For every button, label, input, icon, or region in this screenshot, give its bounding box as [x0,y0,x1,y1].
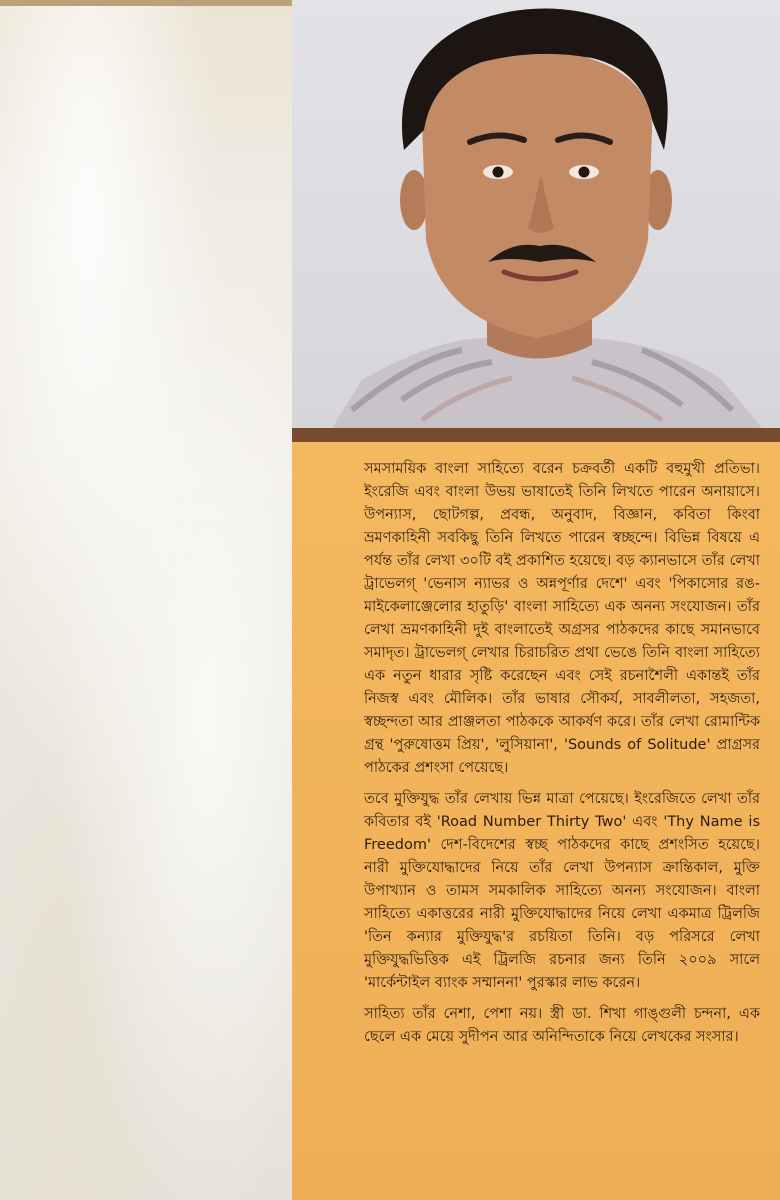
bio-paragraph-1: সমসাময়িক বাংলা সাহিত্যে বরেন চক্রবর্তী একটি বহুমুখী প্রতিভা। ইংরেজি এবং বাংলা উভয় ভাষাতেই তিনি লিখতে পারেন অনায়াসে। উপন্যাস, ছোটগল্প, প্রবন্ধ, অনুবাদ, বিজ্ঞান, কবিতা কিংবা ভ্রমণকাহিনী সবকিছু তিনি লিখতে পারেন স্বচ্ছন্দে। বিভিন্ন বিষয়ে এ পর্যন্ত তাঁর লেখা ৩০টি বই প্রকাশিত হয়েছে। বড় ক্যানভাসে তাঁর লেখা ট্রাভেলগ্‌ 'ভেনাস ন্যাভর ও অন্নপূর্ণার দেশে' এবং 'পিকাসোর রঙ-মাইকেলাঞ্জেলোর হাতুড়ি' বাংলা সাহিত্যে এক অনন্য সংযোজন। তাঁর লেখা ভ্রমণকাহিনী দুই বাংলাতেই অগ্রসর পাঠকদের কাছে সমানভাবে সমাদৃত। ট্রাভেলগ্‌ লেখার চিরাচরিত প্রথা ভেঙে তিনি বাংলা সাহিত্যে এক নতুন ধারার সৃষ্টি করেছেন এবং সেই রচনাশৈলী একান্তই তাঁর নিজস্ব এবং মৌলিক। তাঁর ভাষার সৌকর্য, সাবলীলতা, সহজতা, স্বচ্ছন্দতা আর প্রাঞ্জলতা পাঠককে আকর্ষণ করে। তাঁর লেখা রোমান্টিক গ্রন্থ 'পুরুষোত্তম প্রিয়', 'লুসিয়ানা', 'Sounds of Solitude' প্রাগ্রসর পাঠকের প্রশংসা পেয়েছে। [364,461,760,776]
flap-edge [0,0,292,6]
bio-paragraph-3: সাহিত্য তাঁর নেশা, পেশা নয়। স্ত্রী ডা. শিখা গাঙ্গুলী চন্দনা, এক ছেলে এক মেয়ে সুদীপন আর অনিন্দিতাকে নিয়ে লেখকের সংসার। [364,1006,760,1045]
back-flap [0,0,293,1200]
author-bio-panel [292,442,780,1200]
divider-strip [292,428,780,442]
author-photo [292,0,780,428]
portrait-illustration [292,0,780,428]
author-bio [364,458,760,1057]
bio-paragraph-2: তবে মুক্তিযুদ্ধ তাঁর লেখায় ভিন্ন মাত্রা পেয়েছে। ইংরেজিতে লেখা তাঁর কবিতার বই 'Road Number Thirty Two' এবং 'Thy Name is Freedom' দেশ-বিদেশের স্বচ্ছ পাঠকদের কাছে প্রশংসিত হয়েছে। নারী মুক্তিযোদ্ধাদের নিয়ে তাঁর লেখা উপন্যাস ক্রান্তিকাল, মুক্তি উপাখ্যান ও তামস সমকালিক সাহিত্যে অনন্য সংযোজন। বাংলা সাহিত্যে একাত্তরের নারী মুক্তিযোদ্ধাদের নিয়ে লেখা একমাত্র ট্রিলজি 'তিন কন্যার মুক্তিযুদ্ধ'র রচয়িতা তিনি। বড় পরিসরে লেখা মুক্তিযুদ্ধভিত্তিক এই ট্রিলজি রচনার জন্য তিনি ২০০৯ সালে 'মার্কেন্টাইল ব্যাংক সম্মাননা' পুরস্কার লাভ করেন। [364,791,760,991]
